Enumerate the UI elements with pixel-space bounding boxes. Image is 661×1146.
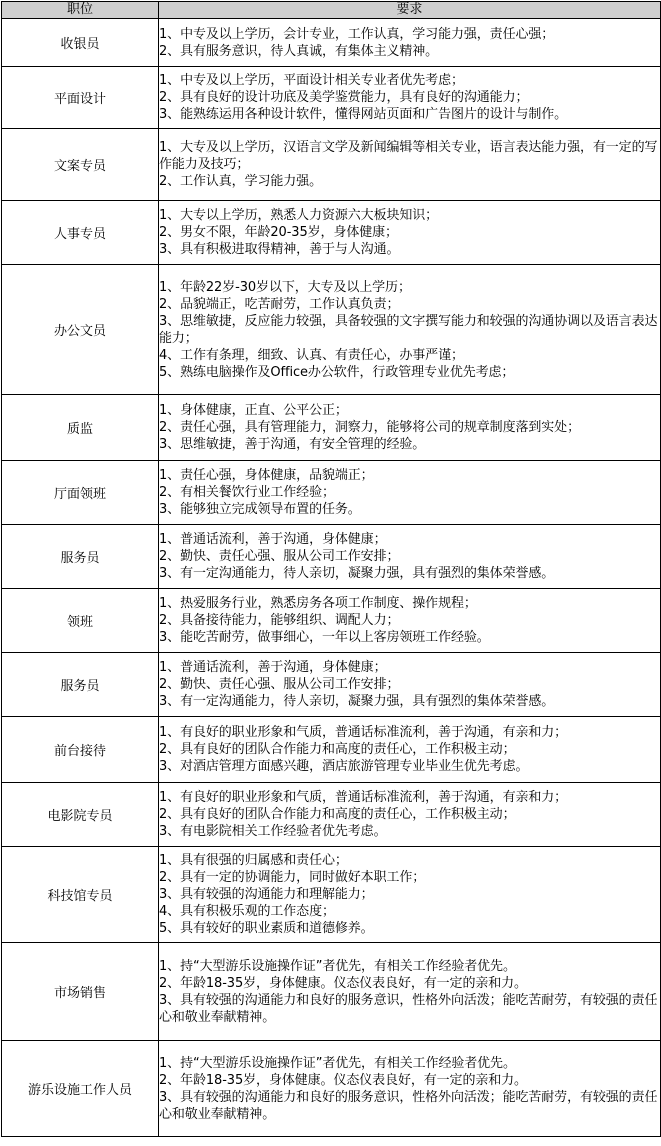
- requirement-line: 1、中专及以上学历，会计专业，工作认真，学习能力强，责任心强；: [159, 26, 555, 42]
- table-row: [2, 1041, 661, 1137]
- position-cell: 文案专员: [2, 129, 159, 201]
- table-row: [2, 395, 661, 461]
- requirement-line: 3、对酒店管理方面感兴趣，酒店旅游管理专业毕业生优先考虑。: [159, 759, 529, 774]
- requirement-line: 3、思维敏捷，善于沟通，有安全管理的经验。: [159, 437, 426, 452]
- requirement-line: 4、工作有条理，细致、认真、有责任心，办事严谨；: [159, 347, 464, 363]
- requirements-cell: [159, 847, 661, 943]
- requirements-cell: [159, 265, 661, 395]
- requirements-cell: [159, 19, 661, 67]
- table-row: [2, 19, 661, 67]
- requirement-line: 5、熟练电脑操作及Office办公软件，行政管理专业优先考虑；: [159, 364, 515, 380]
- requirement-line: 2、具有良好的团队合作能力和高度的责任心，工作积极主动；: [159, 742, 516, 757]
- requirements-cell: [159, 589, 661, 653]
- requirement-line: 3、具有积极进取得精神，善于与人沟通。: [159, 242, 400, 257]
- requirements-cell: [159, 1041, 661, 1137]
- requirement-line: 3、能熟练运用各种设计软件，懂得网站页面和广告图片的设计与制作。: [159, 107, 568, 122]
- requirement-line: 5、具有较好的职业素质和道德修养。: [159, 921, 374, 936]
- position-cell: 服务员: [2, 653, 159, 717]
- requirement-line: 2、具有服务意识，待人真诚，有集体主义精神。: [159, 43, 439, 59]
- table-row: [2, 653, 661, 717]
- requirement-line: 3、思维敏捷，反应能力较强，具备较强的文字撰写能力和较强的沟通协调以及语言表达能力；: [159, 313, 658, 346]
- requirements-cell: [159, 461, 661, 525]
- table-row: [2, 525, 661, 589]
- position-cell: 平面设计: [2, 67, 159, 129]
- requirement-line: 2、年龄18-35岁，身体健康。仪态仪表良好，有一定的亲和力。: [159, 1072, 527, 1088]
- requirement-line: 4、具有积极乐观的工作态度；: [159, 904, 335, 919]
- requirement-line: 1、大专及以上学历，汉语言文学及新闻编辑等相关专业，语言表达能力强，有一定的写作能力及技巧；: [159, 140, 658, 172]
- requirement-line: 2、勤快、责任心强、服从公司工作安排；: [159, 677, 400, 692]
- requirement-line: 1、有良好的职业形象和气质，普通话标准流利，善于沟通，有亲和力；: [159, 790, 568, 805]
- requirement-line: 2、责任心强，具有管理能力，洞察力，能够将公司的规章制度落到实处；: [159, 420, 580, 435]
- requirement-line: 1、热爱服务行业，熟悉房务各项工作制度、操作规程；: [159, 596, 477, 611]
- requirements-cell: [159, 129, 661, 201]
- requirement-line: 3、具有较强的沟通能力和理解能力；: [159, 887, 374, 902]
- table-row: [2, 589, 661, 653]
- position-cell: 科技馆专员: [2, 847, 159, 943]
- requirement-line: 3、具有较强的沟通能力和良好的服务意识，性格外向活泼；能吃苦耐劳，有较强的责任心和敬业奉献精神。: [159, 992, 658, 1025]
- requirement-line: 1、持“大型游乐设施操作证”者优先，有相关工作经验者优先。: [159, 1055, 516, 1071]
- table-row: [2, 461, 661, 525]
- table-row: [2, 717, 661, 783]
- requirement-line: 1、中专及以上学历，平面设计相关专业者优先考虑；: [159, 73, 464, 88]
- requirements-cell: [159, 201, 661, 265]
- requirement-line: 1、普通话流利，善于沟通，身体健康；: [159, 532, 387, 547]
- requirement-line: 3、能够独立完成领导布置的任务。: [159, 502, 361, 517]
- requirement-line: 1、身体健康，正直、公平公正；: [159, 403, 348, 418]
- requirements-cell: [159, 717, 661, 783]
- position-cell: 前台接待: [2, 717, 159, 783]
- requirement-line: 1、具有很强的归属感和责任心；: [159, 853, 348, 868]
- requirement-line: 1、年龄22岁-30岁以下，大专及以上学历；: [159, 279, 411, 295]
- table-row: [2, 943, 661, 1041]
- requirement-line: 2、年龄18-35岁，身体健康。仪态仪表良好，有一定的亲和力。: [159, 975, 527, 991]
- requirement-line: 3、有一定沟通能力，待人亲切，凝聚力强，具有强烈的集体荣誉感。: [159, 566, 555, 581]
- requirement-line: 2、具备接待能力，能够组织、调配人力；: [159, 613, 400, 628]
- requirement-line: 3、具有较强的沟通能力和良好的服务意识，性格外向活泼；能吃苦耐劳，有较强的责任心和敬业奉献精神。: [159, 1089, 658, 1122]
- requirement-line: 3、有电影院相关工作经验者优先考虑。: [159, 824, 387, 839]
- header-row: [2, 2, 661, 19]
- requirement-line: 2、品貌端正，吃苦耐劳，工作认真负责；: [159, 296, 400, 312]
- requirement-line: 2、有相关餐饮行业工作经验；: [159, 485, 335, 500]
- table-row: [2, 783, 661, 847]
- requirements-cell: [159, 783, 661, 847]
- position-cell: 游乐设施工作人员: [2, 1041, 159, 1137]
- table-row: [2, 129, 661, 201]
- requirements-cell: [159, 525, 661, 589]
- table-row: [2, 847, 661, 943]
- requirement-line: 2、具有良好的团队合作能力和高度的责任心，工作积极主动；: [159, 807, 516, 822]
- table-row: [2, 265, 661, 395]
- requirement-line: 1、普通话流利，善于沟通，身体健康；: [159, 660, 387, 675]
- job-requirements-table: [1, 1, 661, 1137]
- header-position: 职位: [2, 2, 159, 19]
- position-cell: 人事专员: [2, 201, 159, 265]
- requirement-line: 3、有一定沟通能力，待人亲切，凝聚力强，具有强烈的集体荣誉感。: [159, 694, 555, 709]
- position-cell: 电影院专员: [2, 783, 159, 847]
- requirement-line: 1、有良好的职业形象和气质，普通话标准流利，善于沟通，有亲和力；: [159, 725, 568, 740]
- position-cell: 办公文员: [2, 265, 159, 395]
- position-cell: 领班: [2, 589, 159, 653]
- requirement-line: 1、大专以上学历，熟悉人力资源六大板块知识；: [159, 208, 439, 223]
- requirement-line: 2、勤快、责任心强、服从公司工作安排；: [159, 549, 400, 564]
- requirement-line: 2、工作认真，学习能力强。: [159, 174, 322, 189]
- requirement-line: 2、具有一定的协调能力，同时做好本职工作；: [159, 870, 426, 885]
- requirements-cell: [159, 395, 661, 461]
- table-row: [2, 201, 661, 265]
- requirements-cell: [159, 653, 661, 717]
- position-cell: 服务员: [2, 525, 159, 589]
- requirements-cell: [159, 67, 661, 129]
- header-requirements: 要求: [159, 2, 661, 19]
- requirement-line: 2、男女不限，年龄20-35岁，身体健康；: [159, 225, 398, 240]
- requirement-line: 2、具有良好的设计功底及美学鉴赏能力，具有良好的沟通能力；: [159, 90, 529, 105]
- position-cell: 收银员: [2, 19, 159, 67]
- requirement-line: 3、能吃苦耐劳，做事细心，一年以上客房领班工作经验。: [159, 630, 490, 645]
- table-row: [2, 67, 661, 129]
- table-body: [2, 19, 661, 1137]
- requirements-cell: [159, 943, 661, 1041]
- requirement-line: 1、责任心强，身体健康，品貌端正；: [159, 468, 374, 483]
- requirement-line: 1、持“大型游乐设施操作证”者优先，有相关工作经验者优先。: [159, 958, 516, 974]
- position-cell: 厅面领班: [2, 461, 159, 525]
- position-cell: 市场销售: [2, 943, 159, 1041]
- position-cell: 质监: [2, 395, 159, 461]
